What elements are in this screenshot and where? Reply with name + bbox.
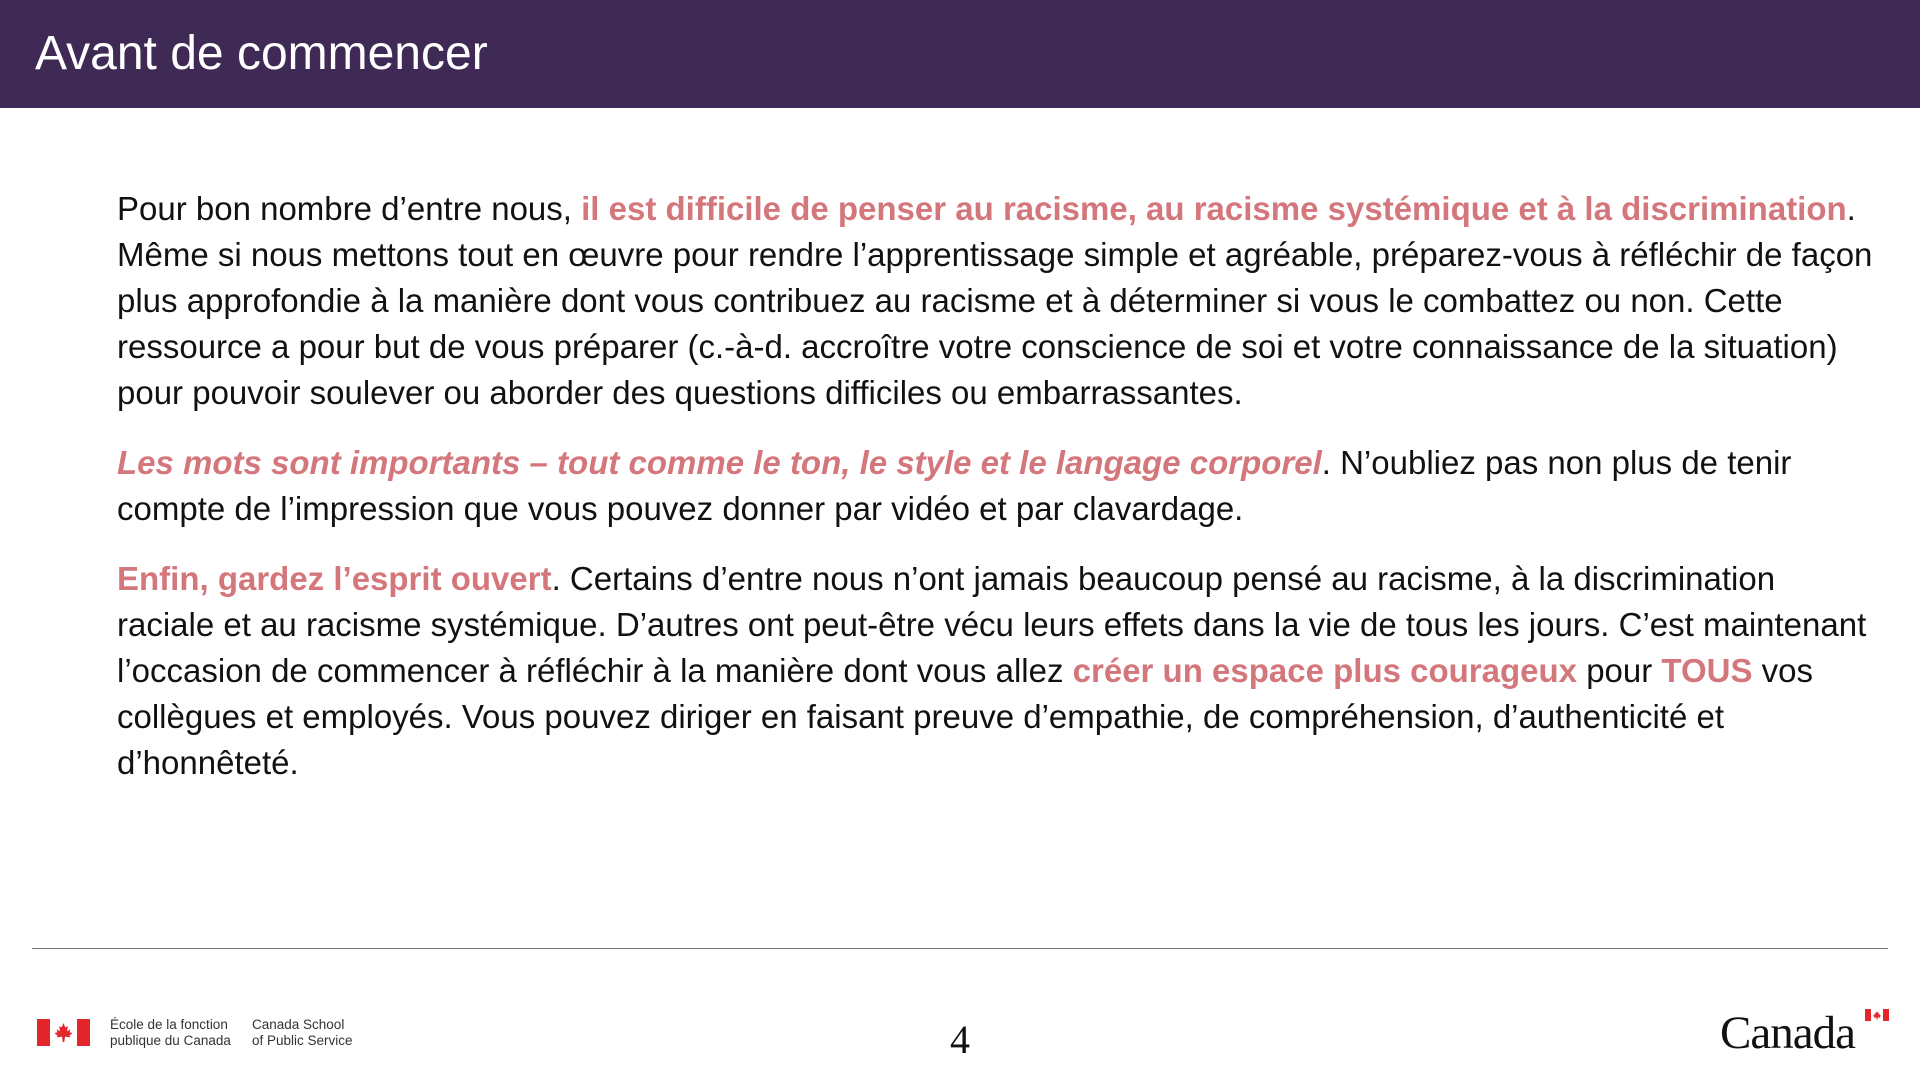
slide-body — [117, 186, 1877, 810]
paragraph-2-highlight-1: Les mots sont importants – tout comme le ton, le style et le langage corporel — [117, 444, 1322, 481]
slide-title: Avant de commencer — [35, 27, 488, 80]
paragraph-1-text-2: . Même si nous mettons tout en œuvre pour rendre l’apprentissage simple et agréable, préparez‑vous à réfléchir de façon plus approfondie à la manière dont vous contribuez au racisme et à déterminer si vous le combattez ou non. Cette ressource a pour but de vous préparer (c.‑à‑d. accroître votre conscience de soi et votre connaissance de la situation) pour pouvoir soulever ou aborder des questions difficiles ou embarrassantes. — [117, 190, 1873, 411]
canada-wordmark-text: Canada — [1720, 1007, 1855, 1059]
paragraph-2-text-1: . N’oubliez pas non plus de tenir compte de l’impression que vous pouvez donner par vidéo et par clavardage. — [117, 444, 1792, 527]
school-name-french-line-2: publique du Canada — [110, 1033, 231, 1048]
paragraph-2 — [117, 440, 1877, 532]
paragraph-3-text-2: pour — [1577, 652, 1662, 689]
paragraph-1-text-1: Pour bon nombre d’entre nous, — [117, 190, 582, 227]
school-name-english — [252, 1017, 353, 1049]
paragraph-3-highlight-2: créer un espace plus courageux — [1072, 652, 1578, 689]
canada-flag-icon — [37, 1019, 90, 1046]
school-name-english-line-2: of Public Service — [252, 1033, 353, 1048]
school-name-french-line-1: École de la fonction — [110, 1017, 228, 1032]
paragraph-1 — [117, 186, 1877, 416]
paragraph-3-highlight-3: TOUS — [1661, 652, 1753, 689]
paragraph-3-text-1: . Certains d’entre nous n’ont jamais beaucoup pensé au racisme, à la discrimination raciale et au racisme systémique. D’autres ont peut‑être vécu leurs effets dans la vie de tous les jours. C’est maintenant l’occasion de commencer à réfléchir à la manière dont vous allez — [117, 560, 1867, 689]
paragraph-3-highlight-1: Enfin, gardez l’esprit ouvert — [117, 560, 552, 597]
paragraph-3 — [117, 556, 1877, 786]
school-name-french — [110, 1017, 231, 1049]
school-name-english-line-1: Canada School — [252, 1017, 345, 1032]
paragraph-3-text-3: vos collègues et employés. Vous pouvez diriger en faisant preuve d’empathie, de compréhension, d’authenticité et d’honnêteté. — [117, 652, 1814, 781]
page-number: 4 — [950, 1017, 970, 1062]
canada-wordmark — [1720, 1006, 1890, 1058]
slide-header — [0, 0, 1920, 108]
footer-divider — [32, 948, 1888, 949]
wordmark-flag-icon — [1865, 1009, 1889, 1021]
paragraph-1-highlight-1: il est difficile de penser au racisme, au racisme systémique et à la discrimination — [581, 190, 1847, 227]
